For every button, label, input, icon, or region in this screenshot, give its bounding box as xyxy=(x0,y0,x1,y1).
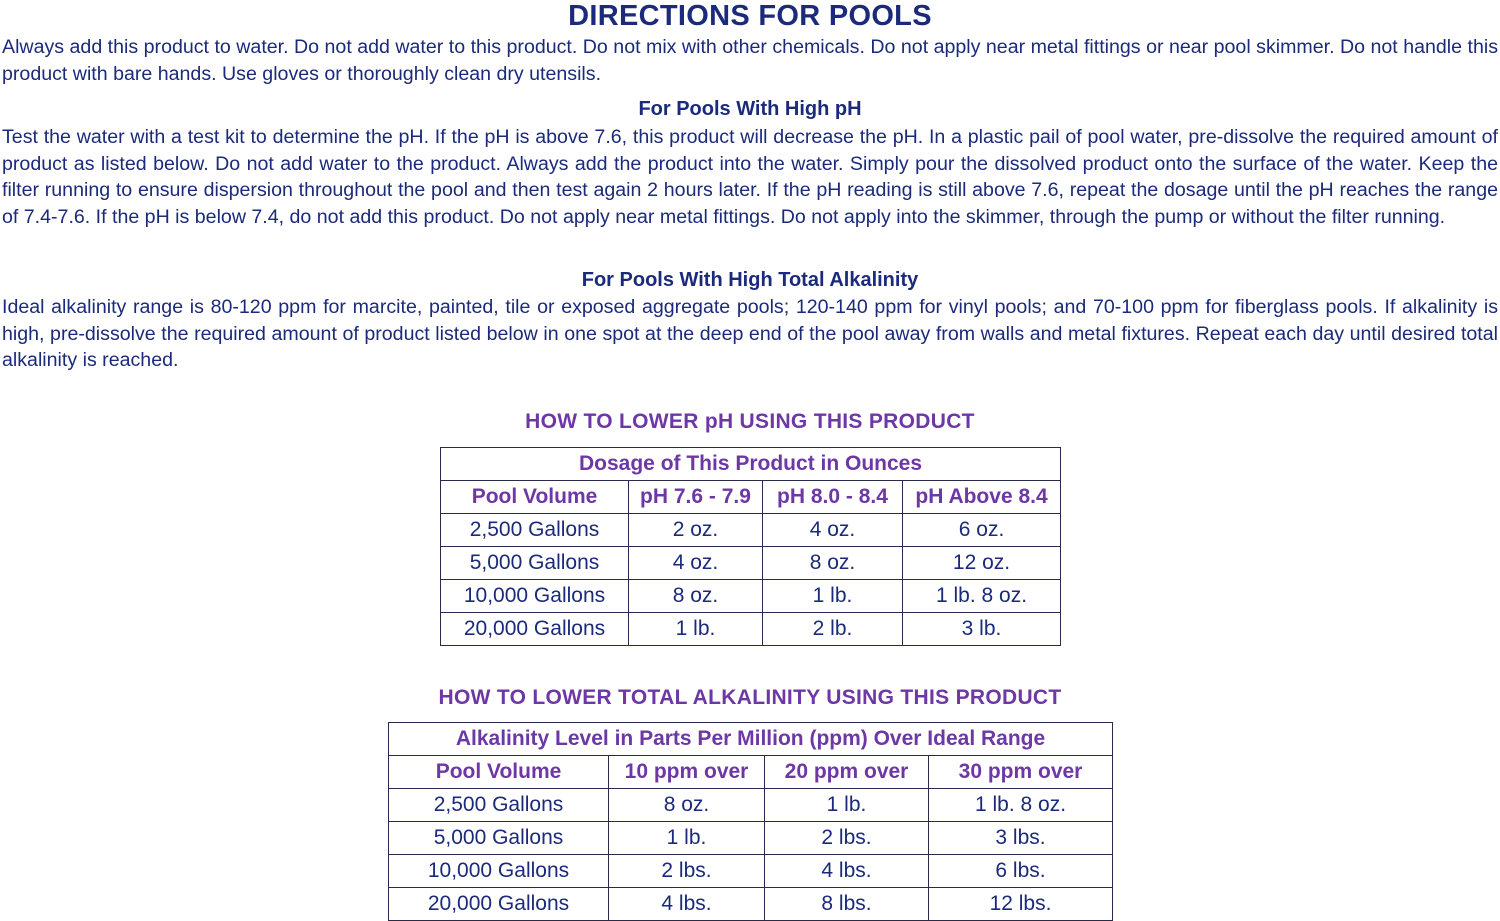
table-column-row xyxy=(441,481,1061,514)
table-cell: 3 lb. xyxy=(903,613,1061,646)
intro-paragraph: Always add this product to water. Do not add water to this product. Do not mix with other chemicals. Do not apply near metal fittings or near pool skimmer. Do not handle this product with bare hands. Use gloves or thoroughly clean dry utensils. xyxy=(2,36,1498,85)
table-header-row xyxy=(441,448,1061,481)
table-header-row xyxy=(389,723,1113,756)
table-column-row xyxy=(389,756,1113,789)
table-row xyxy=(441,547,1061,580)
table-cell: 2 lb. xyxy=(763,613,903,646)
table-cell: 20,000 Gallons xyxy=(441,613,629,646)
column-header: Pool Volume xyxy=(441,481,629,514)
table-cell: 6 lbs. xyxy=(929,855,1113,888)
column-header: pH 8.0 - 8.4 xyxy=(763,481,903,514)
table-cell: 2,500 Gallons xyxy=(389,789,609,822)
table-cell: 8 lbs. xyxy=(765,888,929,921)
page-title: DIRECTIONS FOR POOLS xyxy=(568,0,932,32)
high-alkalinity-heading: For Pools With High Total Alkalinity xyxy=(581,269,919,291)
table-cell: 6 oz. xyxy=(903,514,1061,547)
table-cell: 2 oz. xyxy=(629,514,763,547)
table-cell: 1 lb. 8 oz. xyxy=(903,580,1061,613)
table-cell: 1 lb. xyxy=(609,822,765,855)
table-cell: 8 oz. xyxy=(629,580,763,613)
table-cell: 5,000 Gallons xyxy=(441,547,629,580)
table-row xyxy=(441,514,1061,547)
column-header: 30 ppm over xyxy=(929,756,1113,789)
table-cell: 5,000 Gallons xyxy=(389,822,609,855)
alkalinity-table-title: HOW TO LOWER TOTAL ALKALINITY USING THIS PRODUCT xyxy=(438,686,1062,709)
table-cell: 10,000 Gallons xyxy=(441,580,629,613)
table-cell: 20,000 Gallons xyxy=(389,888,609,921)
table-row xyxy=(441,613,1061,646)
table-cell: 4 lbs. xyxy=(609,888,765,921)
column-header: 10 ppm over xyxy=(609,756,765,789)
ph-table-title: HOW TO LOWER pH USING THIS PRODUCT xyxy=(525,410,975,433)
high-ph-paragraph: Test the water with a test kit to determine the pH. If the pH is above 7.6, this product will decrease the pH. In a plastic pail of pool water, pre-dissolve the required amount of product as listed below. Do not add water to the product. Always add the product into the water. Simply pour the dissolved product onto the surface of the water. Keep the filter running to ensure dispersion throughout the pool and then test again 2 hours later. If the pH reading is still above 7.6, repeat the dosage until the pH reaches the range of 7.4-7.6. If the pH is below 7.4, do not add this product. Do not apply near metal fittings. Do not apply into the skimmer, through the pump or without the filter running. xyxy=(2,126,1498,228)
column-header: 20 ppm over xyxy=(765,756,929,789)
table-cell: 1 lb. xyxy=(763,580,903,613)
table-cell: 8 oz. xyxy=(609,789,765,822)
table-row xyxy=(389,789,1113,822)
table-cell: 8 oz. xyxy=(763,547,903,580)
table-row xyxy=(389,855,1113,888)
table-cell: 1 lb. xyxy=(629,613,763,646)
span-header: Alkalinity Level in Parts Per Million (ppm) Over Ideal Range xyxy=(389,723,1113,756)
ph-dosage-table xyxy=(440,447,1061,646)
table-cell: 12 lbs. xyxy=(929,888,1113,921)
table-row xyxy=(389,888,1113,921)
table-cell: 2 lbs. xyxy=(765,822,929,855)
table-cell: 4 lbs. xyxy=(765,855,929,888)
table-cell: 2 lbs. xyxy=(609,855,765,888)
column-header: Pool Volume xyxy=(389,756,609,789)
high-alkalinity-paragraph: Ideal alkalinity range is 80-120 ppm for marcite, painted, tile or exposed aggregate pools; 120-140 ppm for vinyl pools; and 70-100 ppm for fiberglass pools. If alkalinity is high, pre-dissolve the required amount of product listed below in one spot at the deep end of the pool away from walls and metal fixtures. Repeat each day until desired total alkalinity is reached. xyxy=(2,296,1498,371)
table-cell: 1 lb. xyxy=(765,789,929,822)
high-ph-heading: For Pools With High pH xyxy=(638,98,862,120)
table-cell: 1 lb. 8 oz. xyxy=(929,789,1113,822)
table-cell: 4 oz. xyxy=(629,547,763,580)
table-cell: 10,000 Gallons xyxy=(389,855,609,888)
table-cell: 12 oz. xyxy=(903,547,1061,580)
column-header: pH 7.6 - 7.9 xyxy=(629,481,763,514)
alkalinity-dosage-table xyxy=(388,722,1113,921)
table-row xyxy=(441,580,1061,613)
table-cell: 3 lbs. xyxy=(929,822,1113,855)
span-header: Dosage of This Product in Ounces xyxy=(441,448,1061,481)
table-cell: 4 oz. xyxy=(763,514,903,547)
column-header: pH Above 8.4 xyxy=(903,481,1061,514)
table-row xyxy=(389,822,1113,855)
table-cell: 2,500 Gallons xyxy=(441,514,629,547)
